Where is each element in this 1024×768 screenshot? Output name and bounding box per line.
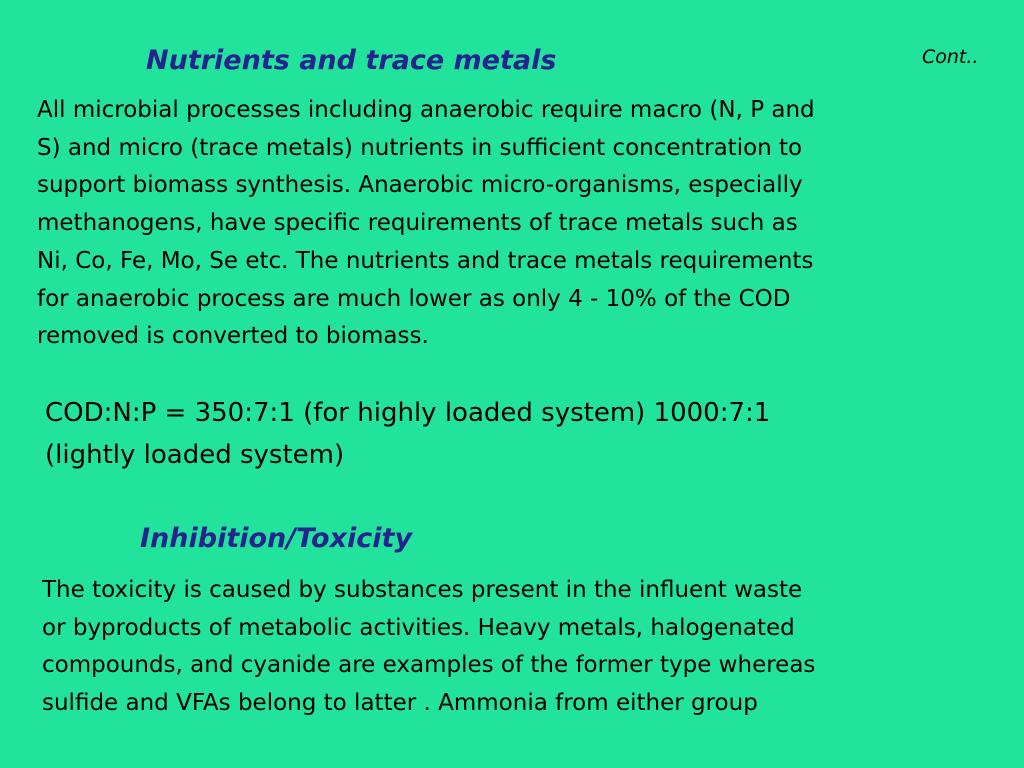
paragraph-line: S) and micro (trace metals) nutrients in sufficient concentration to [37, 134, 803, 161]
paragraph-line: Ni, Co, Fe, Mo, Se etc. The nutrients and trace metals requirements [37, 247, 814, 274]
paragraph-line: The toxicity is caused by substances present in the influent waste [42, 577, 803, 603]
paragraph-line: COD:N:P = 350:7:1 (for highly loaded system) 1000:7:1 [45, 398, 771, 428]
paragraph-line: removed is converted to biomass. [37, 323, 429, 350]
continued-label: Cont.. [922, 46, 979, 68]
section-heading-nutrients: Nutrients and trace metals [146, 45, 557, 76]
paragraph-line: sulfide and VFAs belong to latter . Ammonia from either group [42, 690, 758, 717]
paragraph-line: methanogens, have specific requirements of trace metals such as [37, 210, 798, 237]
paragraph-line: compounds, and cyanide are examples of the former type whereas [42, 652, 816, 679]
section-heading-inhibition: Inhibition/Toxicity [140, 523, 413, 554]
paragraph-line: All microbial processes including anaerobic require macro (N, P and [37, 97, 815, 123]
paragraph-line: support biomass synthesis. Anaerobic micro-organisms, especially [37, 172, 803, 199]
cod-ratio-paragraph [45, 392, 1005, 476]
paragraph-line: (lightly loaded system) [45, 440, 345, 470]
toxicity-paragraph [42, 572, 1002, 723]
paragraph-line: for anaerobic process are much lower as only 4 - 10% of the COD [37, 285, 791, 312]
nutrients-paragraph [37, 92, 997, 356]
paragraph-line: or byproducts of metabolic activities. Heavy metals, halogenated [42, 614, 795, 641]
